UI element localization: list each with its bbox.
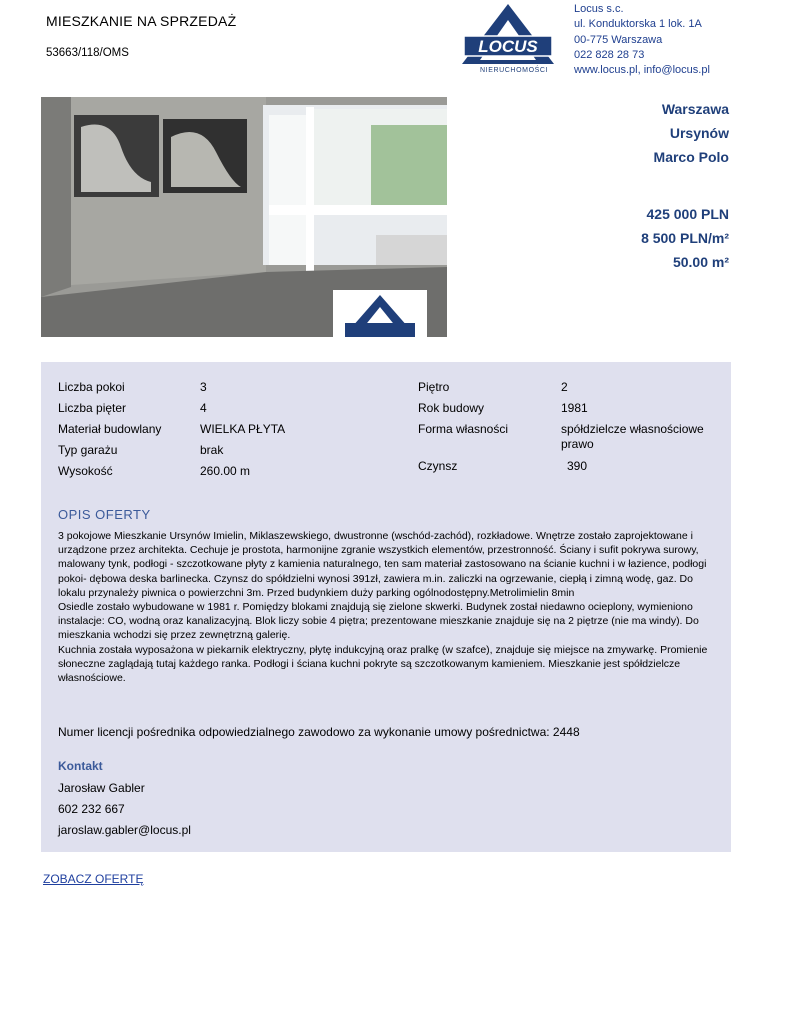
detail-value-build-year: 1981 (561, 401, 588, 415)
agency-phone: 022 828 28 73 (574, 48, 645, 61)
detail-label-ownership: Forma własności (418, 422, 509, 436)
details-panel (41, 362, 731, 852)
contact-heading: Kontakt (58, 759, 103, 773)
detail-value-floor: 2 (561, 380, 568, 394)
agency-info (574, 2, 710, 78)
logo-triangle-icon (458, 2, 558, 66)
agency-street: ul. Konduktorska 1 lok. 1A (574, 18, 702, 31)
property-size: 50.00 m² (672, 254, 729, 270)
description-heading: OPIS OFERTY (58, 507, 151, 522)
detail-label-floor: Piętro (418, 380, 450, 394)
detail-value-rent: 390 (567, 459, 588, 473)
detail-label-garage: Typ garażu (58, 443, 118, 457)
property-photo (41, 97, 447, 337)
license-number: Numer licencji pośrednika odpowiedzialnego zawodowo za wykonanie umowy pośrednictwa: 2448 (58, 725, 580, 739)
contact-email[interactable]: jaroslaw.gabler@locus.pl (58, 823, 191, 837)
contact-name: Jarosław Gabler (58, 781, 145, 795)
listing-reference: 53663/118/OMS (46, 47, 129, 59)
logo-subtitle: NIERUCHOMOŚCI (480, 67, 549, 74)
detail-label-rent: Czynsz (418, 459, 458, 473)
detail-label-height: Wysokość (58, 464, 113, 478)
detail-value-material: WIELKA PŁYTA (200, 422, 286, 436)
price-per-m2: 8 500 PLN/m² (641, 230, 729, 246)
price-total: 425 000 PLN (646, 206, 729, 222)
detail-value-rooms: 3 (200, 380, 207, 394)
detail-label-build-year: Rok budowy (418, 401, 485, 415)
listing-title: MIESZKANIE NA SPRZEDAŻ (46, 13, 237, 29)
locus-logo (458, 2, 558, 80)
description-paragraph: Osiedle zostało wybudowane w 1981 r. Pomiędzy blokami znajdują się zielone skwerki. Budynek został niedawno ocieplony, wymieniono instalacje: CO, wodną oraz kanalizacyjną. Blok liczy sobie 4 piętra; prezentowane mieszkanie znajduje się na 2 piętrze (nie ma windy). Do mieszkania wchodzi się przez zewnętrzną galerię. (58, 601, 699, 642)
detail-label-rooms: Liczba pokoi (58, 380, 125, 394)
location-district: Ursynów (669, 125, 729, 141)
agency-web-email[interactable]: www.locus.pl, info@locus.pl (574, 64, 710, 77)
detail-value-height: 260.00 m (200, 464, 251, 478)
location-city: Warszawa (661, 101, 729, 117)
view-offer-link[interactable]: ZOBACZ OFERTĘ (43, 872, 144, 886)
contact-phone: 602 232 667 (58, 802, 125, 816)
description-paragraph: Kuchnia została wyposażona w piekarnik elektryczny, płytę indukcyjną oraz pralkę (w szafce), znajduje się miejsce na zmywarkę. Promienie słoneczne zaglądają tutaj każdego ranka. Podłogi i ściana kuchni pokryte są szczotkowanym kamieniem. Mieszkanie jest spółdzielcze własnościowe. (58, 643, 708, 685)
agency-city: 00-775 Warszawa (574, 33, 663, 46)
agency-name: Locus s.c. (574, 3, 624, 15)
detail-label-floors: Liczba pięter (58, 401, 127, 415)
logo-text: LOCUS (478, 37, 538, 56)
detail-value-ownership: spółdzielcze własnościowe prawo (561, 422, 704, 451)
detail-label-material: Materiał budowlany (58, 422, 162, 436)
description-text (58, 529, 718, 685)
location-area: Marco Polo (653, 149, 729, 165)
description-paragraph: 3 pokojowe Mieszkanie Ursynów Imielin, Miklaszewskiego, dwustronne (wschód-zachód), rozkładowe. Wnętrze zostało zaprojektowane i urządzone przez architekta. Cechuje je prostota, harmonijne zgranie wszystkich elementów, przestronność. Ściany i sufit pokrywa surowy, malowany tynk, podłogi - szczotkowane płyty z kamienia naturalnego, ten sam materiał zastosowano na ścianie kuchni i w łazience, podłogi pokoi- dębowa deska barlinecka. Czynsz do spółdzielni wynosi 391zł, zawiera m.in. zaliczki na ogrzewanie, ciepłą i zimną wodę, gaz. Do lokalu przynależy piwnica o powierzchni 3m. Przed budynkiem duży parking ogólnodostępny.Metrolimielin 8min (58, 530, 707, 599)
detail-value-floors: 4 (200, 401, 207, 415)
detail-value-garage: brak (200, 443, 224, 457)
